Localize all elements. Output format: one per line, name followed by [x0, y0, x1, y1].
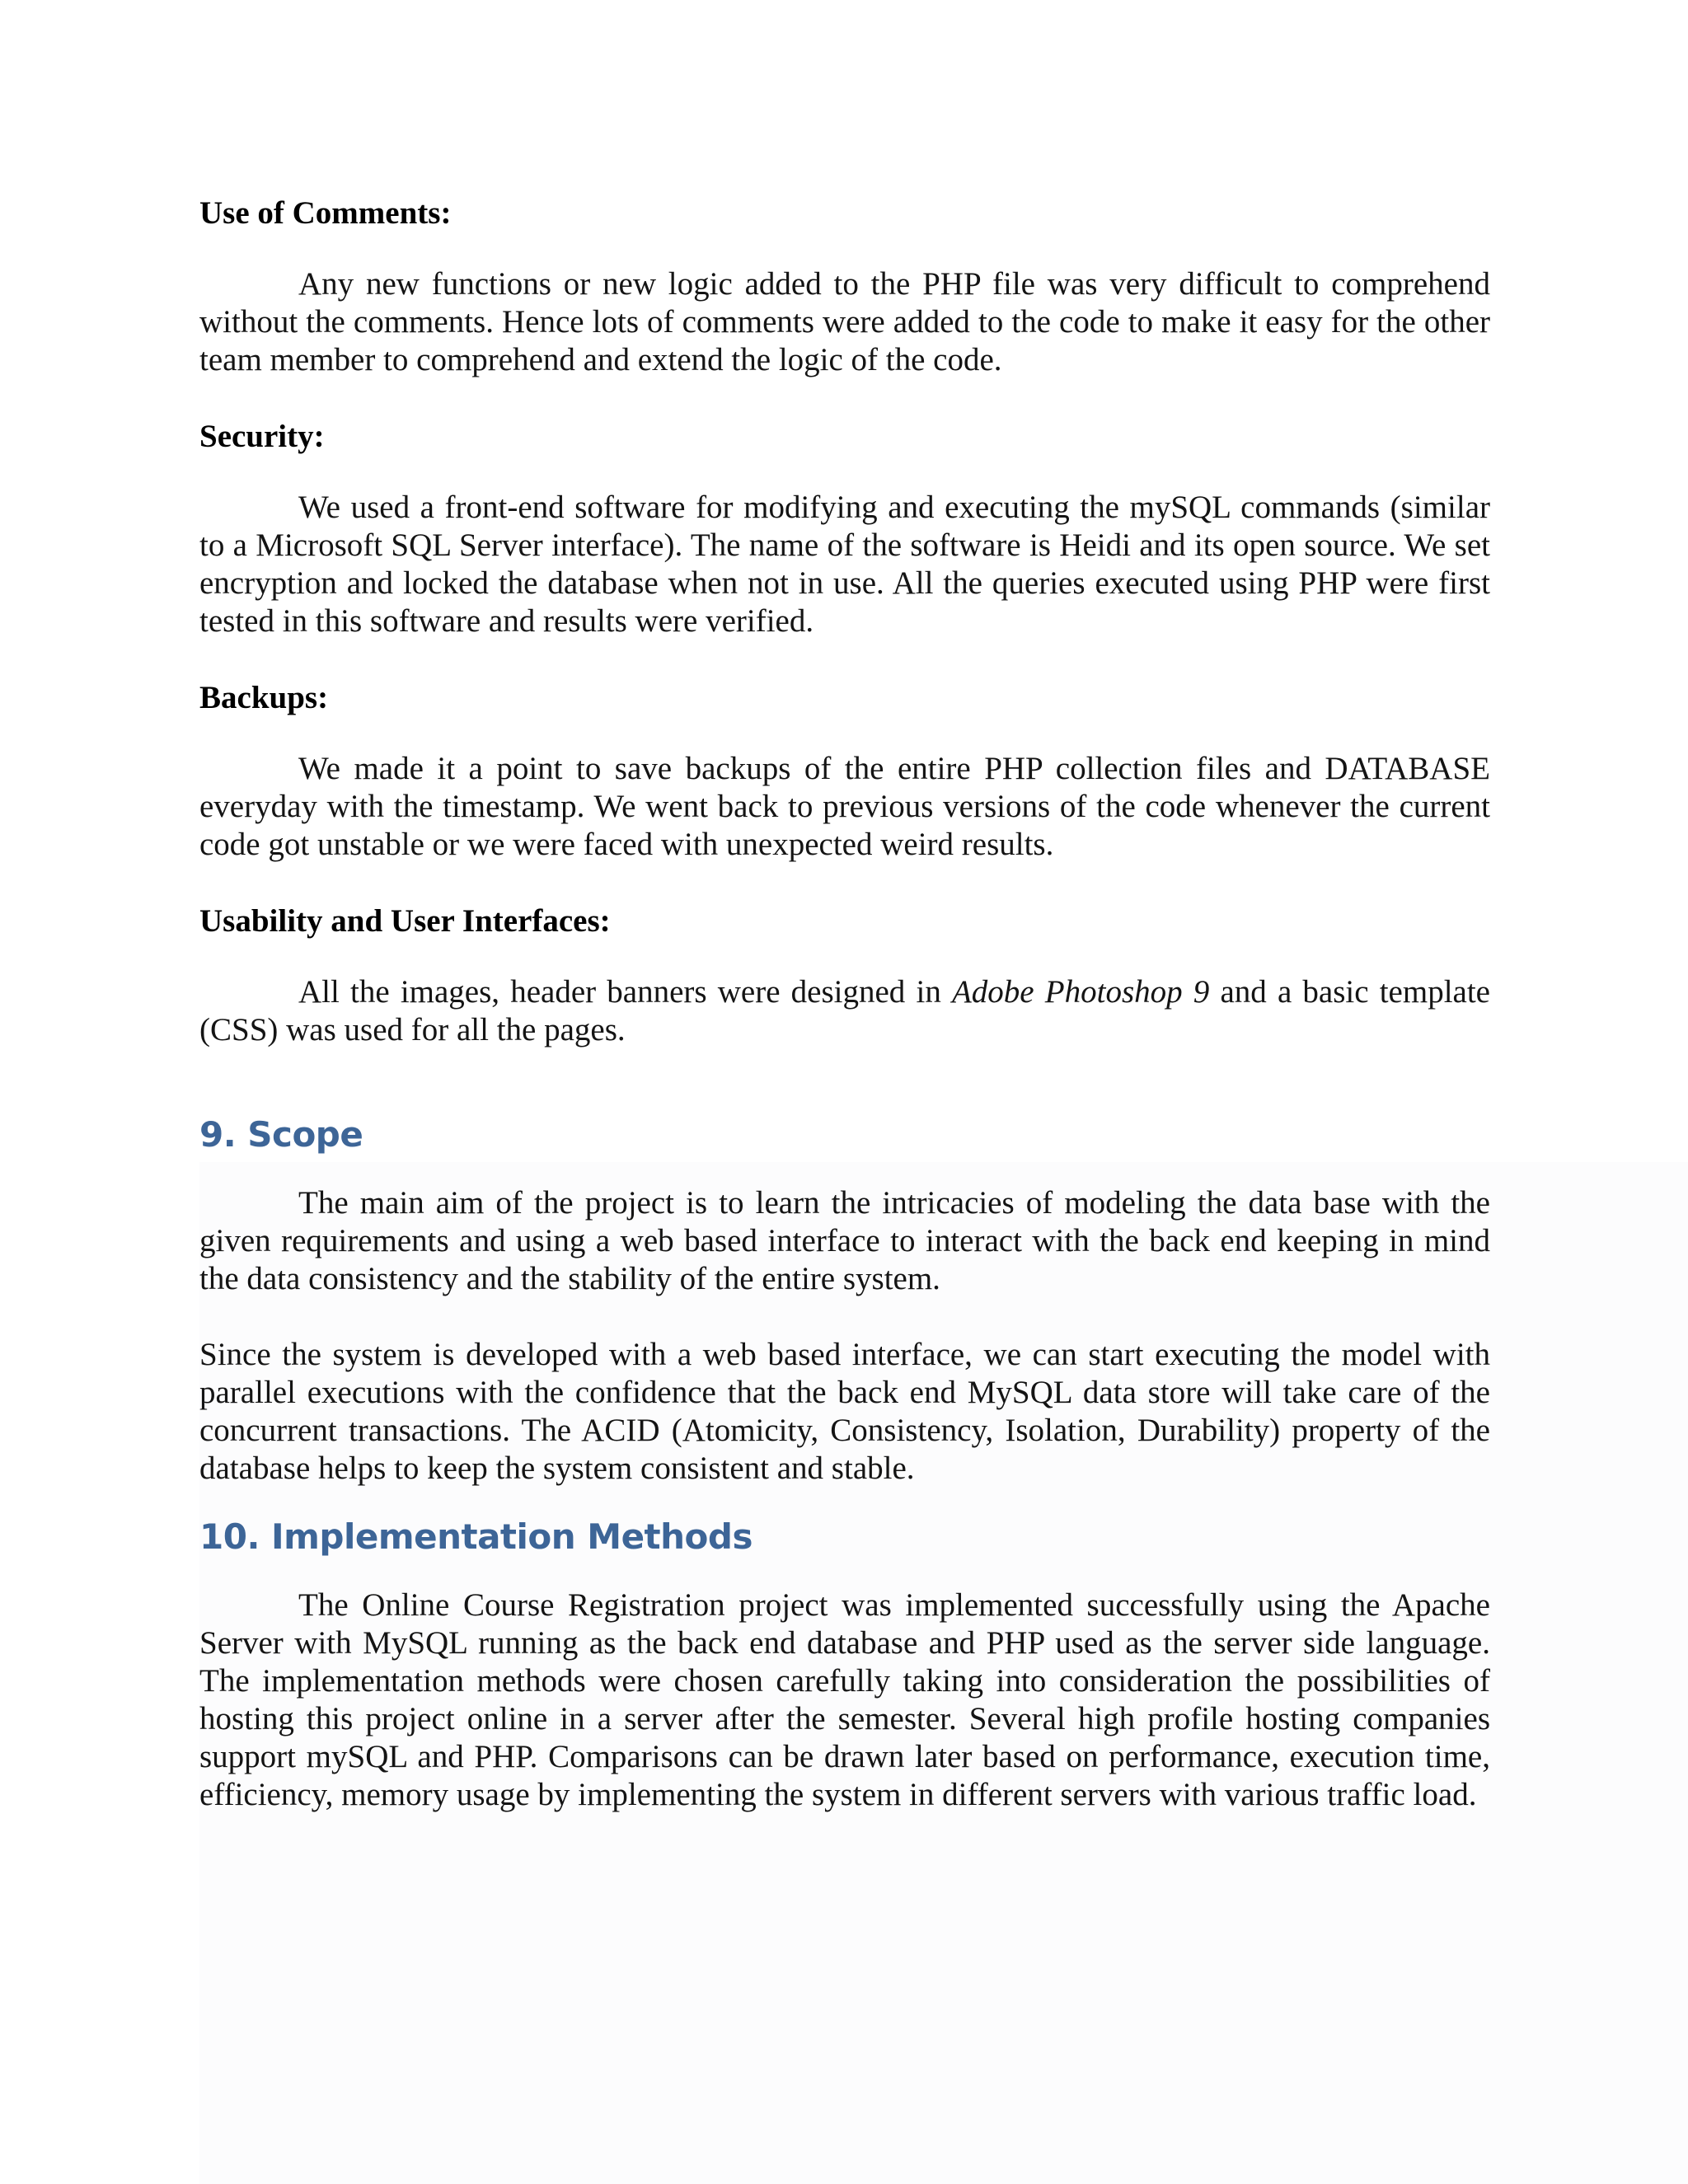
- paragraph-usability: [199, 973, 1490, 1049]
- section-heading-scope: 9. Scope: [199, 1114, 363, 1155]
- subheading-backups: Backups:: [199, 680, 329, 715]
- usability-text-end: and a basic template (CSS) was used for all the pages.: [199, 974, 1490, 1047]
- paragraph-comments: Any new functions or new logic added to the PHP file was very difficult to comprehend without the comments. Hence lots of comments were added to the code to make it easy for the other team member to comprehend and extend the logic of the code.: [199, 266, 1490, 377]
- paragraph-implementation: The Online Course Registration project was implemented successfully using the Apache Server with MySQL running as the back end database and PHP used as the server side language. The implementation methods were chosen carefully taking into consideration the possibilities of hosting this project online in a server after the semester. Several high profile hosting companies support mySQL and PHP. Comparisons can be drawn later based on performance, execution time, efficiency, memory usage by implementing the system in different servers with various traffic load.: [199, 1587, 1490, 1812]
- subheading-usability: Usability and User Interfaces:: [199, 903, 611, 939]
- paragraph-security: We used a front-end software for modifying and executing the mySQL commands (similar to a Microsoft SQL Server interface). The name of the software is Heidi and its open source. We set encryption and locked the database when not in use. All the queries executed using PHP were first tested in this software and results were verified.: [199, 490, 1490, 639]
- page-content: [199, 194, 1490, 1814]
- paragraph-backups: We made it a point to save backups of the entire PHP collection files and DATABASE everyday with the timestamp. We went back to previous versions of the code whenever the current code got unstable or we were faced with unexpected weird results.: [199, 751, 1490, 862]
- paragraph-scope-1: The main aim of the project is to learn the intricacies of modeling the data base with the given requirements and using a web based interface to interact with the back end keeping in mind the data consistency and the stability of the entire system.: [199, 1185, 1490, 1296]
- subheading-comments: Use of Comments:: [199, 195, 452, 231]
- subheading-security: Security:: [199, 419, 325, 454]
- usability-software-name: Adobe Photoshop 9: [951, 974, 1210, 1010]
- paragraph-scope-2: Since the system is developed with a web based interface, we can start executing the model with parallel executions with the confidence that the back end MySQL data store will take care of the concurrent transactions. The ACID (Atomicity, Consistency, Isolation, Durability) property of the database helps to keep the system consistent and stable.: [199, 1337, 1490, 1486]
- section-heading-implementation: 10. Implementation Methods: [199, 1516, 753, 1557]
- usability-text-start: All the images, header banners were designed in: [298, 974, 952, 1010]
